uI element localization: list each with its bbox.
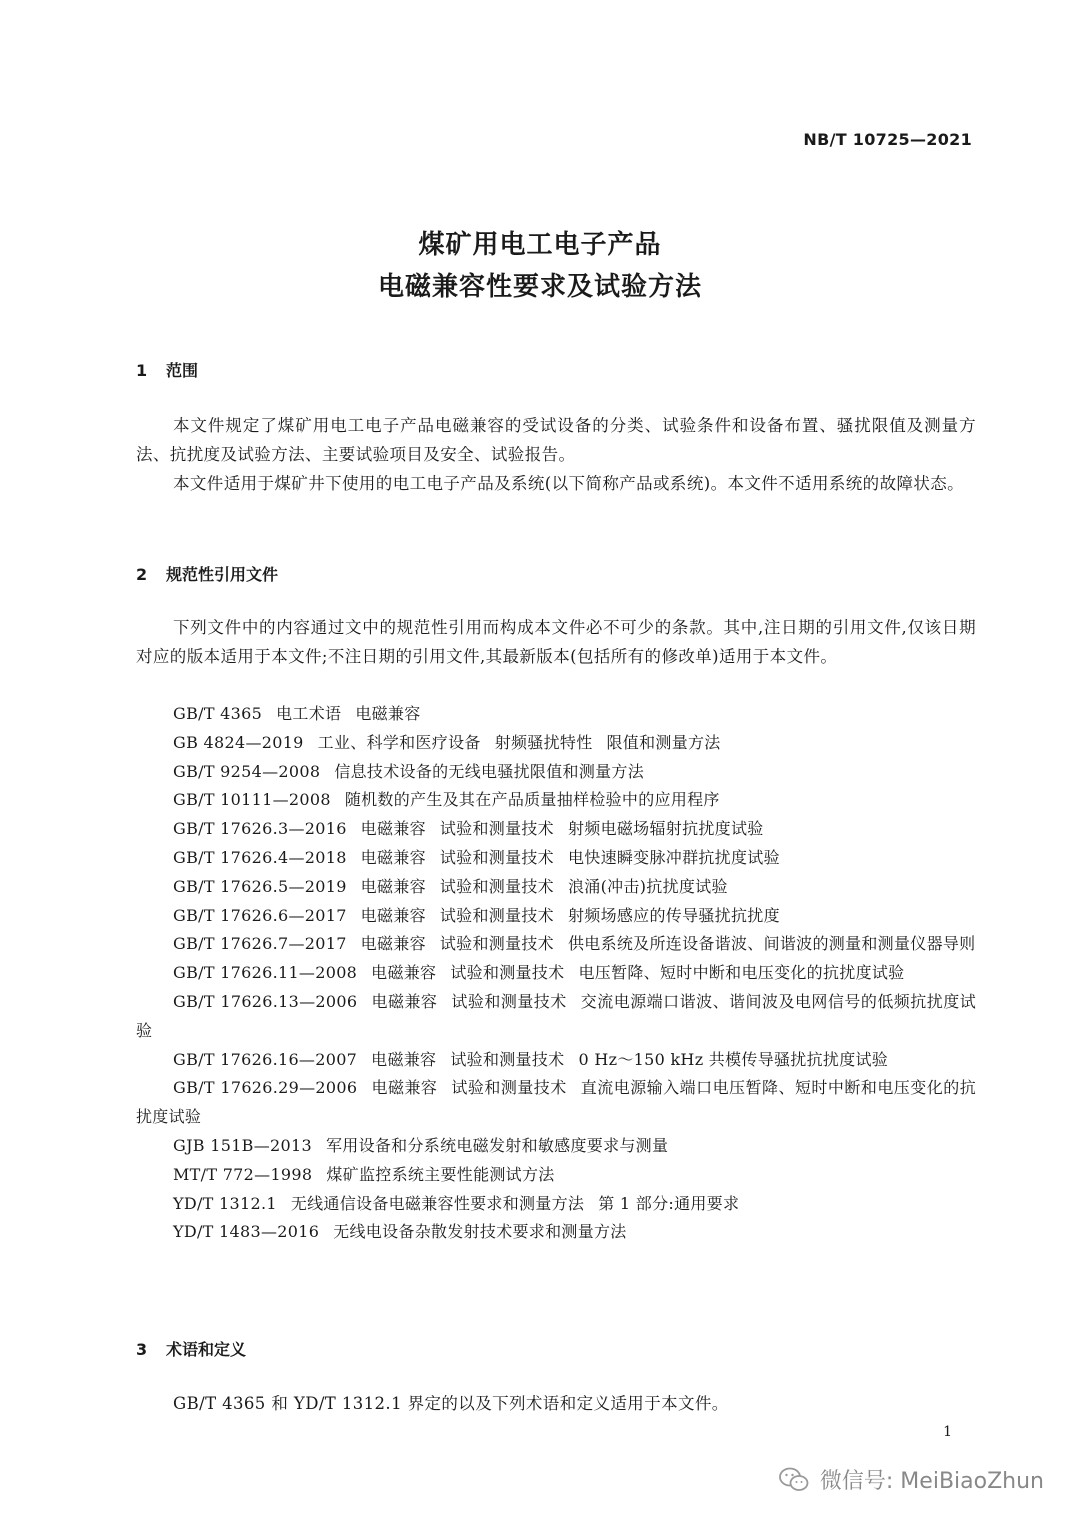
watermark-text: 微信号: MeiBiaoZhun: [819, 1469, 1044, 1494]
reference-title-segment: 电磁兼容: [360, 847, 426, 867]
section-title: 术语和定义: [166, 1340, 247, 1359]
reference-title-segment: 军用设备和分系统电磁发射和敏感度要求与测量: [325, 1135, 669, 1155]
reference-title-segment: 电磁兼容: [360, 934, 426, 954]
reference-title-segment: 工业、科学和医疗设备: [317, 732, 481, 752]
reference-title-segment: 电压暂降、短时中断和电压变化的抗扰度试验: [578, 963, 905, 983]
reference-code: GB/T 4365: [173, 704, 263, 723]
reference-item: [136, 1190, 976, 1219]
reference-code: GB 4824—2019: [173, 732, 304, 752]
reference-title-segment: 直流电源输入端口电压暂降、短时中断和电压变化的抗扰度试验: [136, 1078, 977, 1127]
reference-title-segment: 试验和测量技术: [439, 847, 554, 867]
reference-item: [136, 815, 976, 844]
reference-title-segment: 无线电设备杂散发射技术要求和测量方法: [333, 1222, 627, 1242]
normative-references-list: [136, 700, 976, 1247]
reference-title-segment: 电工术语: [276, 704, 342, 723]
section-1-paragraph-2: 本文件适用于煤矿井下使用的电工电子产品及系统(以下简称产品或系统)。本文件不适用系统的故障状态。: [173, 474, 965, 493]
section-number: 2: [136, 565, 148, 584]
section-title: 规范性引用文件: [166, 565, 279, 584]
reference-title-segment: 煤矿监控系统主要性能测试方法: [326, 1164, 555, 1184]
reference-item: [136, 1161, 976, 1190]
reference-code: GB/T 10111—2008: [173, 790, 331, 810]
reference-title-segment: 电磁兼容: [371, 1078, 438, 1098]
reference-title-segment: 第 1 部分:通用要求: [598, 1193, 740, 1213]
reference-title-segment: 电磁兼容: [360, 876, 426, 896]
reference-title-segment: 电磁兼容: [371, 991, 438, 1011]
reference-code: GB/T 17626.6—2017: [173, 905, 347, 925]
reference-title-segment: 射频骚扰特性: [494, 732, 593, 752]
reference-title-segment: 试验和测量技术: [450, 1049, 565, 1069]
reference-title-segment: 试验和测量技术: [439, 876, 554, 896]
reference-title-segment: 电磁兼容: [371, 1049, 437, 1069]
reference-code: GB/T 9254—2008: [173, 761, 321, 781]
reference-item: [136, 729, 976, 758]
reference-item: [136, 1074, 976, 1132]
reference-item: [136, 844, 976, 873]
reference-item: [136, 873, 976, 902]
reference-code: GB/T 17626.16—2007: [173, 1049, 358, 1069]
reference-code: YD/T 1312.1: [173, 1193, 277, 1213]
section-title: 范围: [166, 361, 199, 380]
reference-title-segment: 随机数的产生及其在产品质量抽样检验中的应用程序: [344, 790, 720, 810]
reference-title-segment: 电磁兼容: [360, 905, 426, 925]
reference-code: GB/T 17626.5—2019: [173, 876, 347, 896]
section-number: 3: [136, 1340, 148, 1359]
reference-code: GB/T 17626.3—2016: [173, 819, 347, 839]
section-2-paragraph-1: 下列文件中的内容通过文中的规范性引用而构成本文件必不可少的条款。其中,注日期的引用文件,仅该日期对应的版本适用于本文件;不注日期的引用文件,其最新版本(包括所有的修改单)适用于本文件。: [136, 618, 976, 666]
wechat-icon: [778, 1466, 810, 1494]
reference-item: [136, 1046, 976, 1075]
reference-title-segment: 射频电磁场辐射抗扰度试验: [567, 819, 764, 839]
reference-title-segment: 试验和测量技术: [439, 819, 554, 839]
reference-title-segment: 电磁兼容: [360, 819, 426, 839]
reference-item: [136, 988, 976, 1046]
reference-title-segment: 试验和测量技术: [439, 905, 554, 925]
standard-number: NB/T 10725—2021: [803, 130, 972, 149]
section-number: 1: [136, 361, 148, 380]
section-1-heading: [136, 358, 198, 381]
reference-code: GB/T 17626.7—2017: [173, 934, 347, 954]
reference-item: [136, 758, 976, 787]
reference-code: GB/T 17626.11—2008: [173, 963, 358, 983]
reference-code: GB/T 17626.29—2006: [173, 1078, 358, 1098]
reference-title-segment: 射频场感应的传导骚扰抗扰度: [567, 905, 780, 925]
section-2-heading: [136, 562, 278, 585]
reference-title-segment: 试验和测量技术: [450, 963, 565, 983]
page-number: 1: [943, 1424, 952, 1440]
section-3-paragraph-1: GB/T 4365 和 YD/T 1312.1 界定的以及下列术语和定义适用于本文件。: [173, 1394, 729, 1413]
reference-code: GB/T 17626.4—2018: [173, 847, 347, 867]
reference-code: GB/T 17626.13—2006: [173, 991, 358, 1011]
title-line-2: 电磁兼容性要求及试验方法: [377, 272, 702, 302]
reference-title-segment: 试验和测量技术: [439, 934, 554, 954]
reference-title-segment: 试验和测量技术: [451, 991, 567, 1011]
reference-item: [136, 700, 976, 729]
reference-code: YD/T 1483—2016: [173, 1222, 320, 1242]
watermark: [778, 1464, 1044, 1495]
reference-item: [136, 902, 976, 931]
reference-title-segment: 无线通信设备电磁兼容性要求和测量方法: [290, 1193, 585, 1213]
section-3-heading: [136, 1337, 246, 1360]
reference-code: GJB 151B—2013: [173, 1135, 312, 1155]
reference-title-segment: 浪涌(冲击)抗扰度试验: [567, 876, 728, 896]
reference-title-segment: 交流电源端口谐波、谐间波及电网信号的低频抗扰度试验: [136, 991, 977, 1040]
reference-item: [136, 959, 976, 988]
title-line-1: 煤矿用电工电子产品: [418, 230, 662, 260]
reference-item: [136, 1132, 976, 1161]
document-title: [0, 224, 1080, 308]
reference-item: [136, 786, 976, 815]
reference-title-segment: 电磁兼容: [355, 704, 421, 723]
reference-title-segment: 0 Hz～150 kHz 共模传导骚扰抗扰度试验: [578, 1049, 889, 1069]
section-1-paragraph-1: 本文件规定了煤矿用电工电子产品电磁兼容的受试设备的分类、试验条件和设备布置、骚扰限值及测量方法、抗扰度及试验方法、主要试验项目及安全、试验报告。: [136, 416, 976, 464]
reference-title-segment: 电磁兼容: [371, 963, 437, 983]
reference-item: [136, 930, 976, 959]
reference-title-segment: 限值和测量方法: [606, 732, 721, 752]
reference-item: [136, 1218, 976, 1247]
reference-title-segment: 供电系统及所连设备谐波、间谐波的测量和测量仪器导则: [567, 934, 976, 954]
reference-title-segment: 试验和测量技术: [451, 1078, 567, 1098]
reference-title-segment: 电快速瞬变脉冲群抗扰度试验: [567, 847, 780, 867]
reference-title-segment: 信息技术设备的无线电骚扰限值和测量方法: [334, 761, 645, 781]
reference-code: MT/T 772—1998: [173, 1164, 313, 1184]
